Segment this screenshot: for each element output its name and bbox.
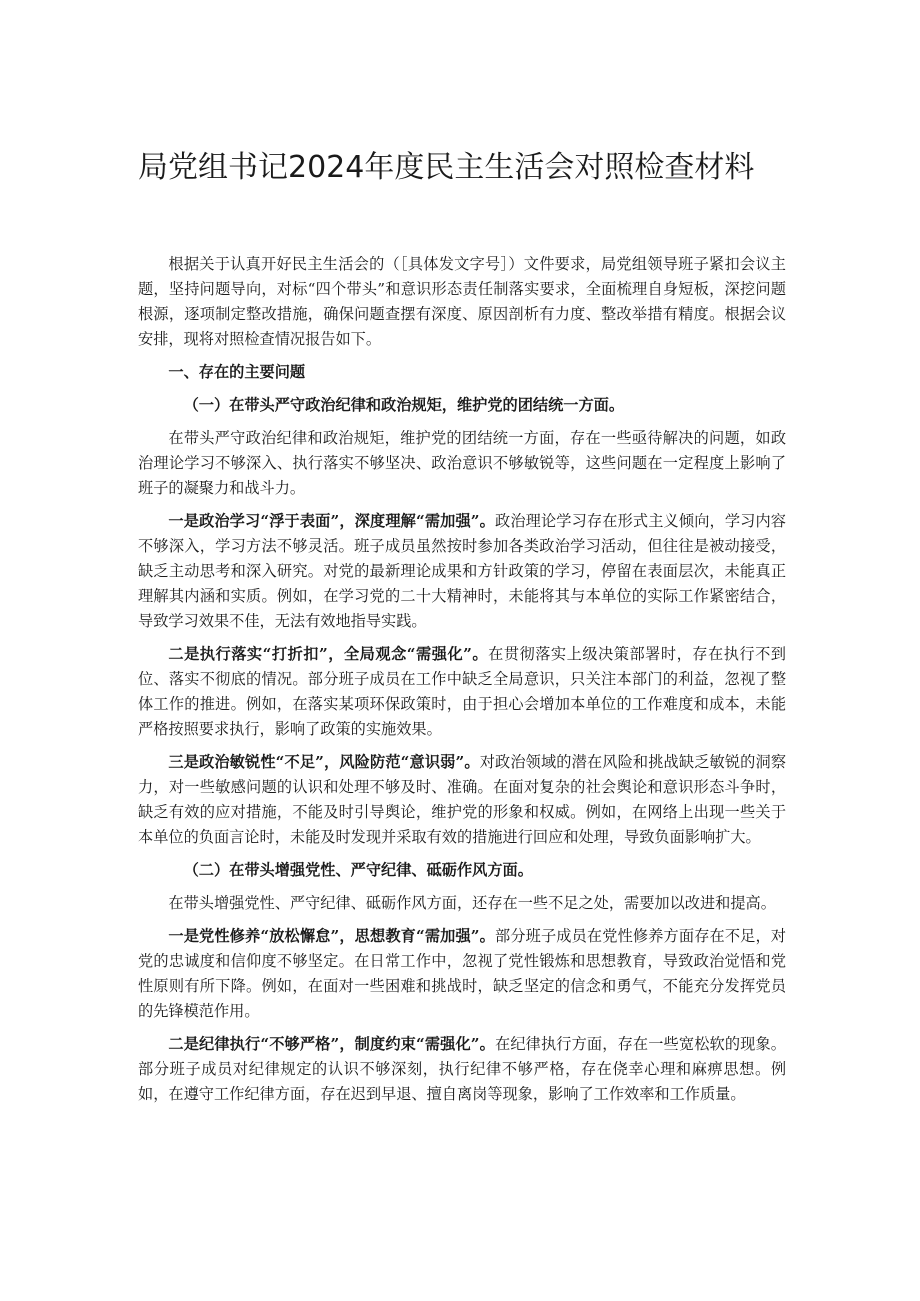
document-body bbox=[138, 252, 786, 1115]
subsection-intro-paragraph: 在带头严守政治纪律和政治规矩，维护党的团结统一方面，存在一些亟待解决的问题，如政治理论学习不够深入、执行落实不够坚决、政治意识不够敏锐等，这些问题在一定程度上影响了班子的凝聚力和战斗力。 bbox=[138, 429, 786, 497]
document-title: 局党组书记2024年度民主生活会对照检查材料 bbox=[138, 150, 755, 185]
subsection-heading-party-spirit: （二）在带头增强党性、严守纪律、砥砺作风方面。 bbox=[183, 861, 533, 879]
issue-text: 对政治领域的潜在风险和挑战缺乏敏锐的洞察力，对一些敏感问题的认识和处理不够及时、准确。在面对复杂的社会舆论和意识形态斗争时，缺乏有效的应对措施，不能及时引导舆论，维护党的形象和权威。例如，在网络上出现一些关于本单位的负面言论时，未能及时发现并采取有效的措施进行回应和处理，导致负面影响扩大。 bbox=[138, 753, 787, 846]
subsection-intro-paragraph: 在带头增强党性、严守纪律、砥砺作风方面，还存在一些不足之处，需要加以改进和提高。 bbox=[168, 894, 776, 912]
issue-text: 政治理论学习存在形式主义倾向，学习内容不够深入，学习方法不够灵活。班子成员虽然按时参加各类政治学习活动，但往往是被动接受，缺乏主动思考和深入研究。对党的最新理论成果和方针政策的学习，停留在表面层次，未能真正理解其内涵和实质。例如，在学习党的二十大精神时，未能将其与本单位的实际工作紧密结合，导致学习效果不佳，无法有效地指导实践。 bbox=[138, 512, 786, 630]
issue-lead: 一是党性修养“放松懈怠”，思想教育“需加强”。 bbox=[168, 927, 495, 945]
subsection-heading-political-discipline: （一）在带头严守政治纪律和政治规矩，维护党的团结统一方面。 bbox=[183, 396, 625, 414]
issue-text: 在贯彻落实上级决策部署时，存在执行不到位、落实不彻底的情况。部分班子成员在工作中缺乏全局意识，只关注本部门的利益，忽视了整体工作的推进。例如，在落实某项环保政策时，由于担心会增加本单位的工作难度和成本，未能严格按照要求执行，影响了政策的实施效果。 bbox=[138, 645, 786, 738]
issue-text: 在纪律执行方面，存在一些宽松软的现象。部分班子成员对纪律规定的认识不够深刻，执行纪律不够严格，存在侥幸心理和麻痹思想。例如，在遵守工作纪律方面，存在迟到早退、擅自离岗等现象，影响了工作效率和工作质量。 bbox=[138, 1035, 786, 1103]
issue-lead: 二是执行落实“打折扣”，全局观念“需强化”。 bbox=[168, 645, 489, 663]
issue-paragraph-political-sensitivity bbox=[138, 750, 786, 850]
issue-lead: 一是政治学习“浮于表面”，深度理解“需加强”。 bbox=[168, 512, 495, 530]
issue-lead: 二是纪律执行“不够严格”，制度约束“需强化”。 bbox=[168, 1035, 495, 1053]
intro-paragraph: 根据关于认真开好民主生活会的（［具体发文字号］）文件要求，局党组领导班子紧扣会议主题，坚持问题导向，对标“四个带头”和意识形态责任制落实要求，全面梳理自身短板，深挖问题根源，逐项制定整改措施，确保问题查摆有深度、原因剖析有力度、整改举措有精度。根据会议安排，现将对照检查情况报告如下。 bbox=[138, 255, 786, 348]
issue-lead: 三是政治敏锐性“不足”，风险防范“意识弱”。 bbox=[168, 753, 480, 771]
issue-paragraph-party-cultivation bbox=[138, 924, 786, 1024]
issue-paragraph-discipline-execution bbox=[138, 1032, 786, 1107]
issue-paragraph-execution bbox=[138, 642, 786, 742]
issue-text: 部分班子成员在党性修养方面存在不足，对党的忠诚度和信仰度不够坚定。在日常工作中，忽视了党性锻炼和思想教育，导致政治觉悟和党性原则有所下降。例如，在面对一些困难和挑战时，缺乏坚定的信念和勇气，不能充分发挥党员的先锋模范作用。 bbox=[138, 927, 786, 1020]
section-heading-main-problems: 一、存在的主要问题 bbox=[168, 363, 306, 381]
issue-paragraph-political-study bbox=[138, 509, 786, 634]
